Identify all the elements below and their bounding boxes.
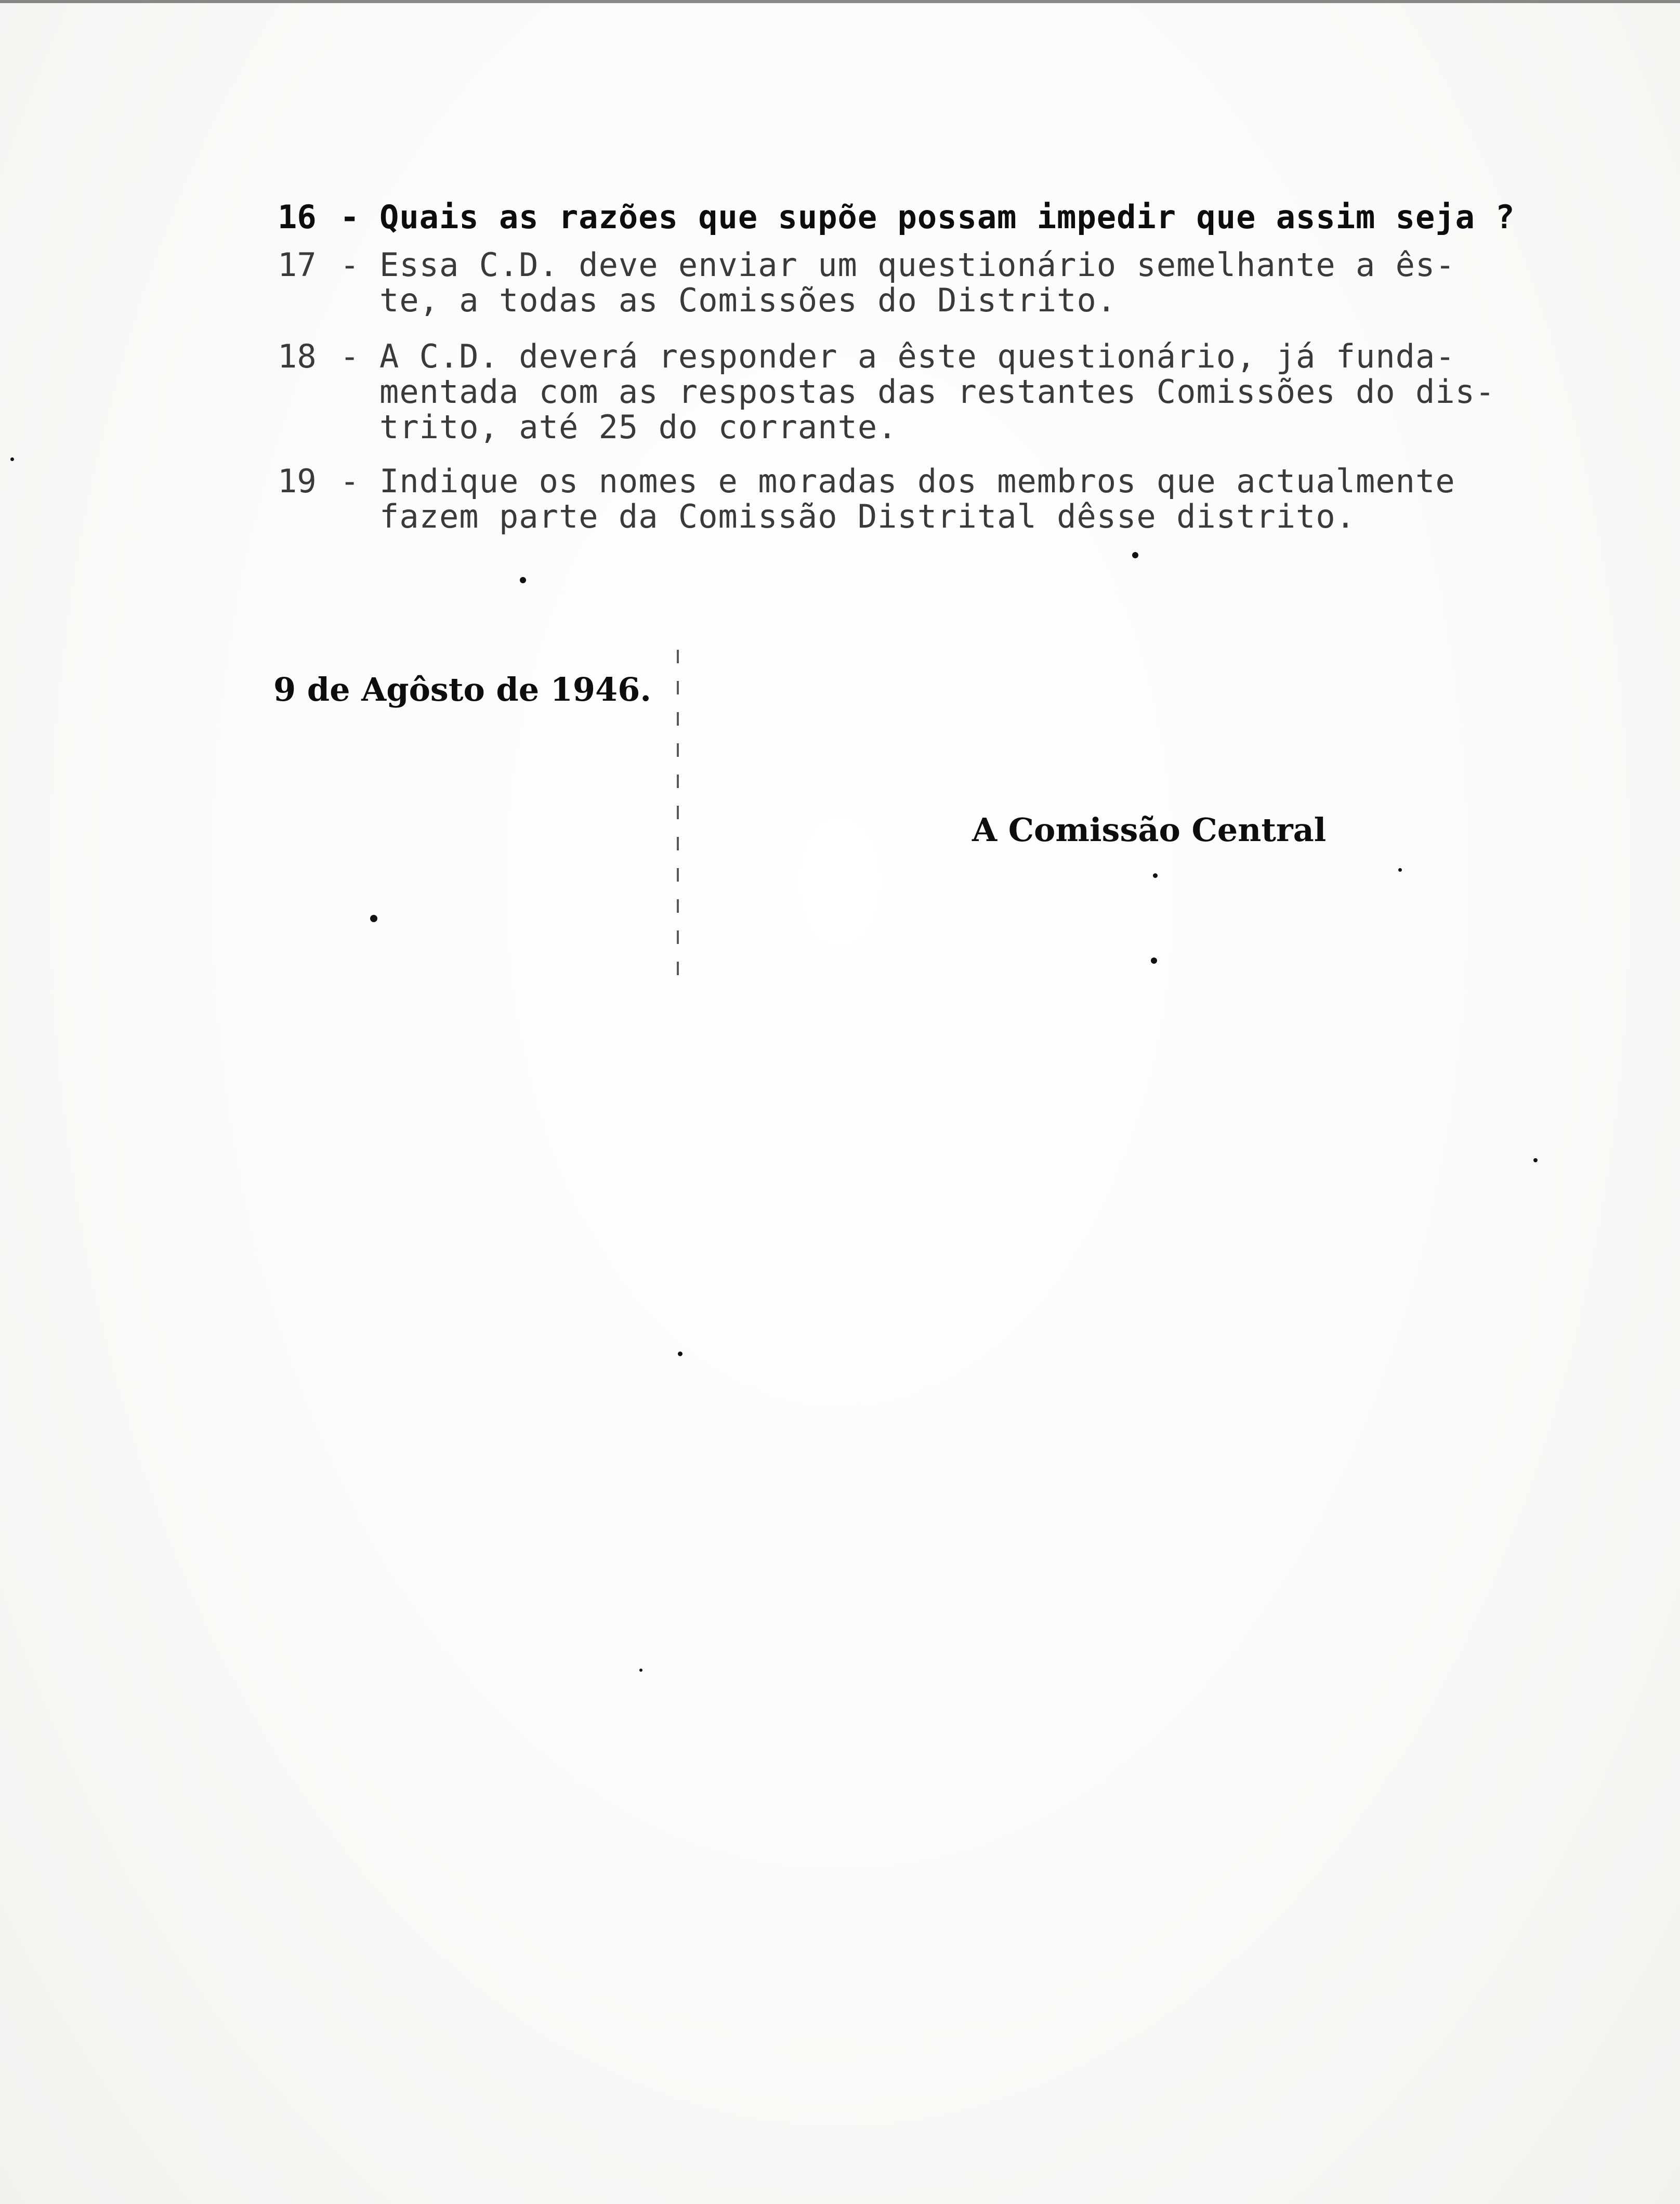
question-item-17 bbox=[278, 247, 1587, 320]
item-number: 16 bbox=[278, 198, 317, 236]
ink-speck bbox=[1132, 552, 1138, 558]
item-number: 18 bbox=[278, 337, 317, 375]
item-text: A C.D. deverá responder a êste questionário, já funda- mentada com as respostas das restantes Comissões do dis- trito, até 25 do corrante. bbox=[379, 337, 1495, 446]
item-text: Indique os nomes e moradas dos membros que actualmente fazem parte da Comissão Distrital dêsse distrito. bbox=[379, 462, 1455, 535]
ink-speck bbox=[370, 915, 377, 922]
item-text: Essa C.D. deve enviar um questionário semelhante a ês- te, a todas as Comissões do Distrito. bbox=[379, 246, 1455, 319]
question-item-18 bbox=[278, 339, 1587, 448]
question-item-16 bbox=[278, 200, 1587, 236]
item-dash: - bbox=[340, 462, 360, 500]
ink-speck bbox=[10, 457, 14, 461]
item-text: Quais as razões que supõe possam impedir que assim seja ? bbox=[379, 198, 1515, 236]
item-dash: - bbox=[340, 337, 360, 375]
ink-speck bbox=[678, 1352, 682, 1356]
ink-speck bbox=[1151, 957, 1157, 964]
item-dash: - bbox=[340, 198, 360, 236]
signature-line: A Comissão Central bbox=[972, 811, 1327, 849]
ink-speck bbox=[639, 1669, 642, 1672]
document-date: 9 de Agôsto de 1946. bbox=[273, 671, 651, 709]
question-item-19 bbox=[278, 464, 1587, 536]
item-dash: - bbox=[340, 246, 360, 284]
page-top-edge bbox=[0, 0, 1680, 3]
ink-speck bbox=[1398, 868, 1402, 872]
fold-line bbox=[677, 650, 679, 982]
ink-speck bbox=[520, 577, 526, 583]
ink-speck bbox=[1153, 873, 1158, 878]
item-number: 17 bbox=[278, 246, 317, 284]
ink-speck bbox=[1533, 1158, 1538, 1162]
item-number: 19 bbox=[278, 462, 317, 500]
